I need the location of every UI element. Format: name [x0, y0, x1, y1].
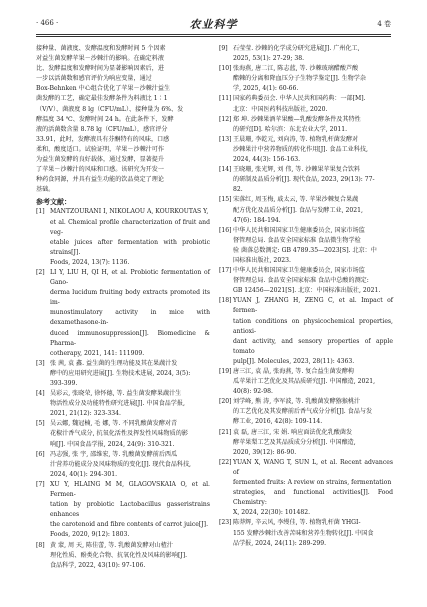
- reference-line: 郑 坤. 沙棘果酒苹果酸—乳酸发酵条件及其特性: [233, 115, 361, 123]
- reference-list-left: [36, 207, 210, 570]
- reference-line: Foods, 2020, 9(12): 1803.: [50, 531, 130, 539]
- reference-text: [233, 115, 393, 135]
- reference-line: dant activity, and sensory properties of apple tomato: [233, 337, 393, 355]
- reference-item: [219, 94, 393, 114]
- reference-line: 40(8): 92-98.: [233, 388, 273, 396]
- reference-line: etable juices after fermentation with probiotic strains[J].: [50, 238, 210, 256]
- reference-line: 袁 磊, 唐三江, 宋 娟. 响应面法优化乳酸菌发: [233, 428, 353, 436]
- reference-item: [219, 518, 393, 548]
- reference-item: [219, 135, 393, 165]
- conclusion-line: 种药食同源，并具有益生功能的饮品奠定了理论: [36, 176, 164, 184]
- reference-number: [1]: [36, 208, 45, 216]
- reference-text: [233, 195, 393, 225]
- reference-line: 学, 2025, 4(1): 60-66.: [233, 85, 299, 93]
- reference-line: 酵中的应用研究进展[J]. 生物技术进展, 2024, 3(5):: [50, 369, 191, 377]
- reference-line: 酯棘的分离和降血压分子生物学鉴定[J]. 生物学杂: [233, 75, 366, 83]
- reference-line: 刘学峰, 熊 涛, 李军波, 等. 乳酸菌发酵猕猴桃汁: [233, 398, 361, 406]
- conclusion-line: （V/V）、菌液度 8 lg（CFU/mL）、接种量为 6%、发: [36, 105, 184, 113]
- reference-line: 唐三江, 袁 晶, 张海燕, 等. 复合益生菌发酵枸: [233, 368, 355, 375]
- reference-line: tation by probiotic Lactobacillus gasseristrains enhances: [50, 501, 210, 519]
- reference-text: [233, 64, 393, 94]
- left-column: [36, 44, 210, 571]
- reference-line: 国家药典委员会. 中华人民共和国药典：一部[M].: [233, 95, 366, 103]
- conclusion-line: 柔和，酸度适口。试验证明，苹果－沙棘汁可作: [36, 145, 164, 153]
- reference-item: [219, 64, 393, 94]
- reference-line: 王晨珊, 李乾元, 刘向涛, 等. 植物乳杆菌发酵对: [233, 135, 359, 143]
- reference-line: 验 菌落总数测定: GB 4789.35—2023[S]. 北京：中: [233, 246, 377, 254]
- conclusion-line: 菌发酵的工艺，确定最佳发酵条件为料液比 1∶1: [36, 95, 168, 103]
- reference-text: [233, 296, 393, 367]
- reference-text: [233, 428, 393, 458]
- reference-line: 155 发酵沙棘汁改善苦味和营养生物转化[J]. 中国食: [233, 529, 374, 537]
- reference-text: [233, 518, 393, 548]
- reference-text: [233, 367, 393, 397]
- reference-line: XU Y, HLAING M M, GLAGOVSKAIA O, et al. Fermen-: [50, 480, 210, 499]
- conclusion-line: 33.91，此时，发酵液具有芬酮特有的风味，口感: [36, 135, 170, 143]
- reference-item: [36, 389, 210, 419]
- reference-line: tation conditions on physicochemical properties, antioxi-: [233, 317, 393, 335]
- reference-item: [219, 266, 393, 296]
- conclusion-line: 接种量、菌液度、发酵温度和发酵时间 5 个因素: [36, 45, 166, 52]
- reference-number: [4]: [36, 390, 45, 398]
- reference-item: [219, 296, 393, 367]
- conclusion-line: 对益生菌发酵苹果－沙棘汁的影响。在确定料液: [36, 55, 164, 63]
- reference-line: 物活性成分及功能特性研究进展[J]. 中国食品学报,: [50, 400, 185, 408]
- reference-line: 的工艺优化及其发酵前后香气成分分析[J]. 食品与发: [233, 408, 373, 416]
- reference-line: cotherapy, 2021, 141: 111909.: [50, 349, 145, 357]
- reference-line: 的研究[D]. 哈尔滨：东北农业大学, 2011.: [233, 125, 348, 133]
- reference-item: [219, 397, 393, 427]
- reference-line: 督管理总局. 食品安全国家标准 食品中总酸的测定:: [233, 277, 369, 285]
- reference-line: 中华人民共和国国家卫生健康委员会, 国家市场监: [233, 267, 365, 275]
- reference-line: 北京：中国医药科技出版社, 2020.: [233, 105, 328, 113]
- reference-text: [50, 480, 210, 541]
- reference-line: 督管理总局. 食品安全国家标准 食品微生物学检: [233, 236, 361, 244]
- reference-line: 国标准出版社, 2023.: [233, 256, 291, 264]
- reference-line: munostimulatory activity in mice with dexamethasone-in-: [50, 309, 210, 327]
- reference-line: 张海燕, 唐二江, 陈志蓝, 等. 沙棘玻璃醋酸芦酸: [233, 65, 359, 73]
- reference-text: [50, 268, 210, 359]
- reference-line: 酵工业, 2016, 42(8): 109-114.: [233, 418, 323, 426]
- reference-text: [233, 44, 393, 64]
- reference-item: [219, 367, 393, 397]
- reference-text: [233, 135, 393, 165]
- reference-item: [219, 115, 393, 135]
- reference-number: [16]: [219, 226, 232, 234]
- reference-line: 黄 蒙, 周 天, 陈佳蕾, 等. 乳酸菌发酵对山楂汁: [50, 541, 173, 549]
- reference-text: [233, 94, 393, 114]
- reference-line: 陈莽辉, 辛云风, 李缦佳, 等. 植物乳杆菌 YHGI-: [233, 519, 361, 527]
- reference-line: 2025, 53(1): 27-29; 38.: [233, 55, 305, 63]
- conclusion-line: 为益生菌发酵的良好载体，通过发酵，显著提升: [36, 156, 164, 164]
- reference-line: 花椒汁香气成分, 抗氧化活性及挥发性风味物质的影: [50, 430, 188, 438]
- reference-line: 石莹莹. 沙棘的化学成分研究进展[J]. 广州化工,: [233, 45, 360, 52]
- reference-item: [36, 480, 210, 541]
- reference-text: [233, 397, 393, 427]
- reference-item: [219, 458, 393, 519]
- reference-text: [233, 165, 393, 195]
- journal-title: 农业科学: [189, 18, 238, 31]
- reference-line: 的研制及品质分析[J]. 现代食品, 2023, 29(13): 77-: [233, 176, 375, 184]
- conclusion-line: 了苹果－沙棘汁的风味和口感。该研究为开发一: [36, 166, 164, 174]
- reference-text: [233, 266, 393, 296]
- conclusion-line: Box-Behnken 中心组合优化了苹果－沙棘汁益生: [36, 85, 171, 93]
- reference-line: strategies, and functional activities[J]. Food Chemistry:: [233, 489, 393, 507]
- conclusion-line: 一步以活菌数和感官评价为响应变量，通过: [36, 75, 152, 83]
- reference-item: [36, 541, 210, 571]
- header-rule-thin: [36, 36, 391, 37]
- reference-line: 食品科学, 2022, 43(10): 97-106.: [50, 561, 146, 569]
- reference-list-right: [219, 44, 393, 549]
- reference-text: [50, 359, 210, 389]
- reference-line: 吴彩云, 张晓荣, 徐怀德, 等. 益生菌发酵果蔬汁生: [50, 390, 182, 398]
- reference-line: 47(6): 184-194.: [233, 216, 281, 224]
- reference-number: [2]: [36, 268, 45, 276]
- reference-item: [219, 428, 393, 458]
- reference-line: 393-399.: [50, 380, 78, 387]
- reference-number: [3]: [36, 359, 45, 367]
- reference-number: [15]: [219, 196, 232, 204]
- reference-line: 响[J]. 中国食品学报, 2024, 24(9): 310-321.: [50, 440, 175, 448]
- reference-number: [18]: [219, 297, 232, 305]
- reference-line: 理化性质、酚类化合物、抗氧化性及风味的影响[J].: [50, 551, 188, 559]
- reference-line: 汁营养功能成分及风味物质的变化[J]. 现代食品科技,: [50, 460, 191, 468]
- reference-line: the carotenoid and fibre contents of carrot juice[J].: [50, 521, 209, 529]
- reference-number: [19]: [219, 368, 232, 375]
- reference-number: [13]: [219, 135, 232, 143]
- right-column: [219, 44, 393, 549]
- reference-text: [233, 458, 393, 519]
- reference-item: [36, 450, 210, 480]
- reference-number: [8]: [36, 541, 45, 549]
- reference-text: [50, 541, 210, 571]
- reference-number: [22]: [219, 458, 232, 466]
- reference-line: 2024, 40(1): 294-301.: [50, 470, 118, 478]
- reference-line: 张 茜, 袁 鑫. 益生菌的生理功能及其在果蔬汁发: [50, 359, 178, 367]
- reference-line: et al. Chemical profile characterization of fruit and veg-: [50, 218, 210, 236]
- reference-text: [50, 389, 210, 419]
- reference-number: [6]: [36, 450, 45, 458]
- reference-text: [50, 419, 210, 449]
- reference-item: [36, 268, 210, 359]
- reference-number: [20]: [219, 398, 232, 406]
- reference-item: [36, 207, 210, 268]
- conclusion-line: 比、发酵温度和发酵时间为显著影响因素后，进: [36, 65, 164, 73]
- issue-label: 4 卷: [377, 20, 391, 28]
- reference-line: duced immunosuppression[J]. Biomedicine & Pharma-: [50, 329, 210, 347]
- reference-line: 中华人民共和国国家卫生健康委员会, 国家市场监: [233, 226, 365, 234]
- reference-item: [36, 359, 210, 389]
- reference-number: [17]: [219, 267, 232, 275]
- reference-line: 王晓珊, 张光辉, 刘 伟, 等. 沙棘果苹果复合饮料: [233, 166, 361, 174]
- conclusion-line: 液的活菌数含量 8.78 lg（CFU/mL），感官评分: [36, 125, 168, 133]
- reference-number: [21]: [219, 428, 232, 436]
- reference-item: [219, 195, 393, 225]
- reference-line: X, 2024, 22(30): 101482.: [233, 509, 311, 517]
- page-number: · 466 ·: [36, 19, 59, 27]
- reference-line: MANTZOURANI I, NIKOLAOU A, KOURKOUTAS Y,: [50, 208, 209, 216]
- reference-line: pulp[J]. Molecules, 2023, 28(11): 4363.: [233, 357, 355, 365]
- reference-line: LI Y, LIU H, QI H, et al. Probiotic fermentation of Gano-: [50, 268, 210, 287]
- conclusion-text: [36, 44, 210, 195]
- reference-line: YUAN X, WANG T, SUN L, et al. Recent advances of: [233, 458, 393, 476]
- header-rule: [36, 34, 391, 35]
- reference-item: [219, 226, 393, 266]
- reference-line: YUAN J, ZHANG H, ZENG C, et al. Impact of fermen-: [233, 297, 393, 315]
- reference-line: 冯志强, 张 宇, 邵维宏, 等. 乳酸菌发酵前后西瓜: [50, 450, 178, 458]
- reference-line: 酵苹果梨工艺及其品质成分分析[J]. 中国酿造,: [233, 438, 356, 446]
- reference-line: 82.: [233, 186, 243, 194]
- reference-line: 配方优化及品质分析[J]. 食品与发酵工业, 2021,: [233, 206, 363, 214]
- reference-text: [50, 207, 210, 268]
- reference-text: [233, 226, 393, 266]
- reference-number: [23]: [219, 519, 232, 527]
- reference-line: 沙棘果汁中营养物质的转化作用[J]. 食品工业科技,: [233, 145, 368, 153]
- conclusion-line: 酵温度 34 ℃、发酵时间 24 h。在此条件下，发酵: [36, 115, 174, 123]
- conclusion-line: 基础。: [36, 186, 55, 194]
- reference-number: [11]: [219, 95, 232, 103]
- reference-item: [36, 419, 210, 449]
- reference-line: 2020, 39(12): 86-90.: [233, 448, 297, 456]
- reference-line: 2024, 44(3): 156-163.: [233, 156, 301, 164]
- reference-line: fermented fruits: A review on strains, fermentation: [233, 479, 392, 487]
- reference-line: 品学报, 2024, 24(11): 289-299.: [233, 539, 327, 547]
- reference-number: [10]: [219, 65, 232, 73]
- reference-item: [219, 165, 393, 195]
- reference-text: [50, 450, 210, 480]
- reference-line: Foods, 2024, 13(7): 1136.: [50, 258, 130, 266]
- reference-number: [14]: [219, 166, 232, 174]
- reference-line: derma lucidum fruiting body extracts promoted its im-: [50, 289, 210, 307]
- reference-number: [9]: [219, 45, 228, 52]
- reference-number: [7]: [36, 480, 45, 488]
- reference-line: GB 12456—2021[S]. 北京：中国标准出版社, 2021.: [233, 287, 381, 295]
- reference-line: 2021, 21(12): 323-334.: [50, 410, 121, 418]
- reference-number: [12]: [219, 115, 232, 123]
- reference-line: 瓜苹果汁工艺优化及其品质研究[J]. 中国酿造, 2021,: [233, 378, 376, 386]
- reference-item: [219, 44, 393, 64]
- reference-line: 宋落红, 周玉梅, 戚太云, 等. 苹果沙棘复合果蔬: [233, 196, 359, 204]
- reference-line: 吴云娜, 魏冠楠, 毛 娜, 等. 不同乳酸菌发酵对青: [50, 420, 178, 428]
- running-header: [36, 16, 391, 32]
- reference-number: [5]: [36, 420, 45, 428]
- references-heading: 参考文献：: [36, 197, 71, 207]
